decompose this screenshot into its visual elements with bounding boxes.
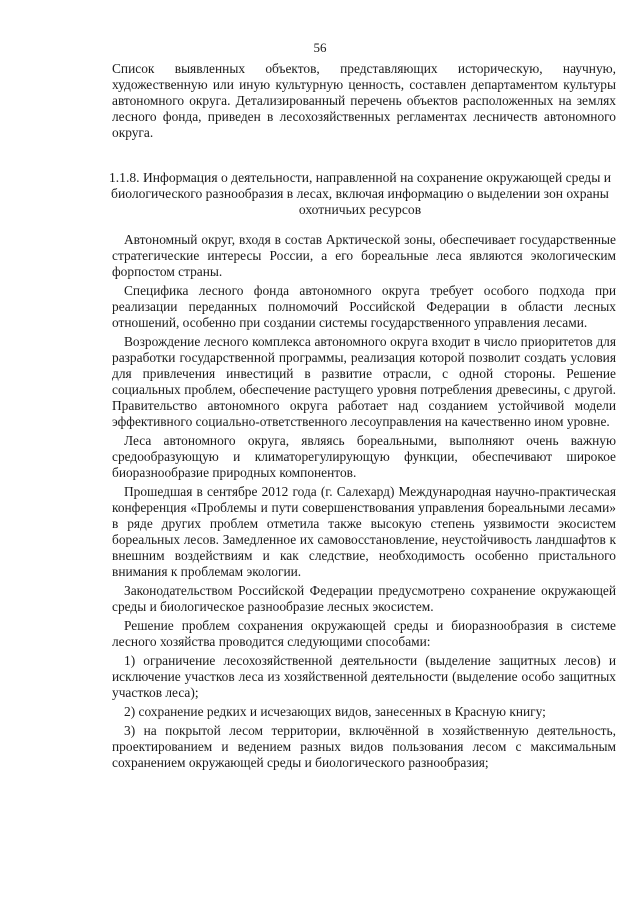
intro-paragraph: Список выявленных объектов, представляющих историческую, научную, художественную или иную культурную ценность, составлен департаментом культуры автономного округа. Детализированный перечень объектов расположенных на землях лесного фонда, приведен в лесохозяйственных регламентах лесничеств автономного округа.: [112, 61, 616, 140]
paragraph-arctic-zone: Автономный округ, входя в состав Арктической зоны, обеспечивает государственные стратегические интересы России, а его бореальные леса являются экологическим форпостом страны.: [112, 232, 616, 279]
paragraph-methods-intro: Решение проблем сохранения окружающей среды и биоразнообразия в системе лесного хозяйства проводится следующими способами:: [112, 618, 616, 649]
paragraph-conference: Прошедшая в сентябре 2012 года (г. Салехард) Международная научно-практическая конференция «Проблемы и пути совершенствования управления бореальными лесами» в ряде других проблем отметила также высокую степень уязвимости экосистем бореальных лесов. Замедленное их самовосстановление, неустойчивость ландшафтов к внешним воздействиям и как следствие, необходимость особенно пристального внимания к проблемам экологии.: [112, 484, 616, 579]
intro-block: [112, 61, 616, 141]
body-text: [112, 232, 616, 774]
page-number: 56: [313, 40, 327, 55]
list-item-2: 2) сохранение редких и исчезающих видов, занесенных в Красную книгу;: [124, 704, 546, 719]
list-item-3: 3) на покрытой лесом территории, включённой в хозяйственную деятельность, проектированием и ведением разных видов пользования лесом с максимальным сохранением окружающей среды и биологического разнообразия;: [112, 723, 616, 770]
paragraph-revival: Возрождение лесного комплекса автономного округа входит в число приоритетов для разработки государственной программы, реализация которой позволит создать условия для привлечения инвестиций в развитие отрасли, с одной стороны. Решение социальных проблем, обеспечение растущего уровня потребления древесины, с другой. Правительство автономного округа работает над созданием устойчивой модели эффективного социально-ответственного лесоуправления на качественно ином уровне.: [112, 334, 616, 429]
paragraph-boreal-functions: Леса автономного округа, являясь бореальными, выполняют очень важную средообразующую и климаторегулирующую функции, обеспечивают широкое биоразнообразие природных компонентов.: [112, 433, 616, 480]
section-heading: 1.1.8. Информация о деятельности, направленной на сохранение окружающей среды и биологического разнообразия в лесах, включая информацию о выделении зон охраны охотничьих ресурсов: [108, 170, 612, 217]
list-item-1: 1) ограничение лесохозяйственной деятельности (выделение защитных лесов) и исключение участков леса из хозяйственной деятельности (выделение особо защитных участков леса);: [112, 653, 616, 700]
paragraph-legislation: Законодательством Российской Федерации предусмотрено сохранение окружающей среды и биологическое разнообразие лесных экосистем.: [112, 583, 616, 614]
paragraph-forest-specifics: Специфика лесного фонда автономного округа требует особого подхода при реализации переданных полномочий Российской Федерации в области лесных отношений, особенно при создании системы государственного управления лесами.: [112, 283, 616, 330]
